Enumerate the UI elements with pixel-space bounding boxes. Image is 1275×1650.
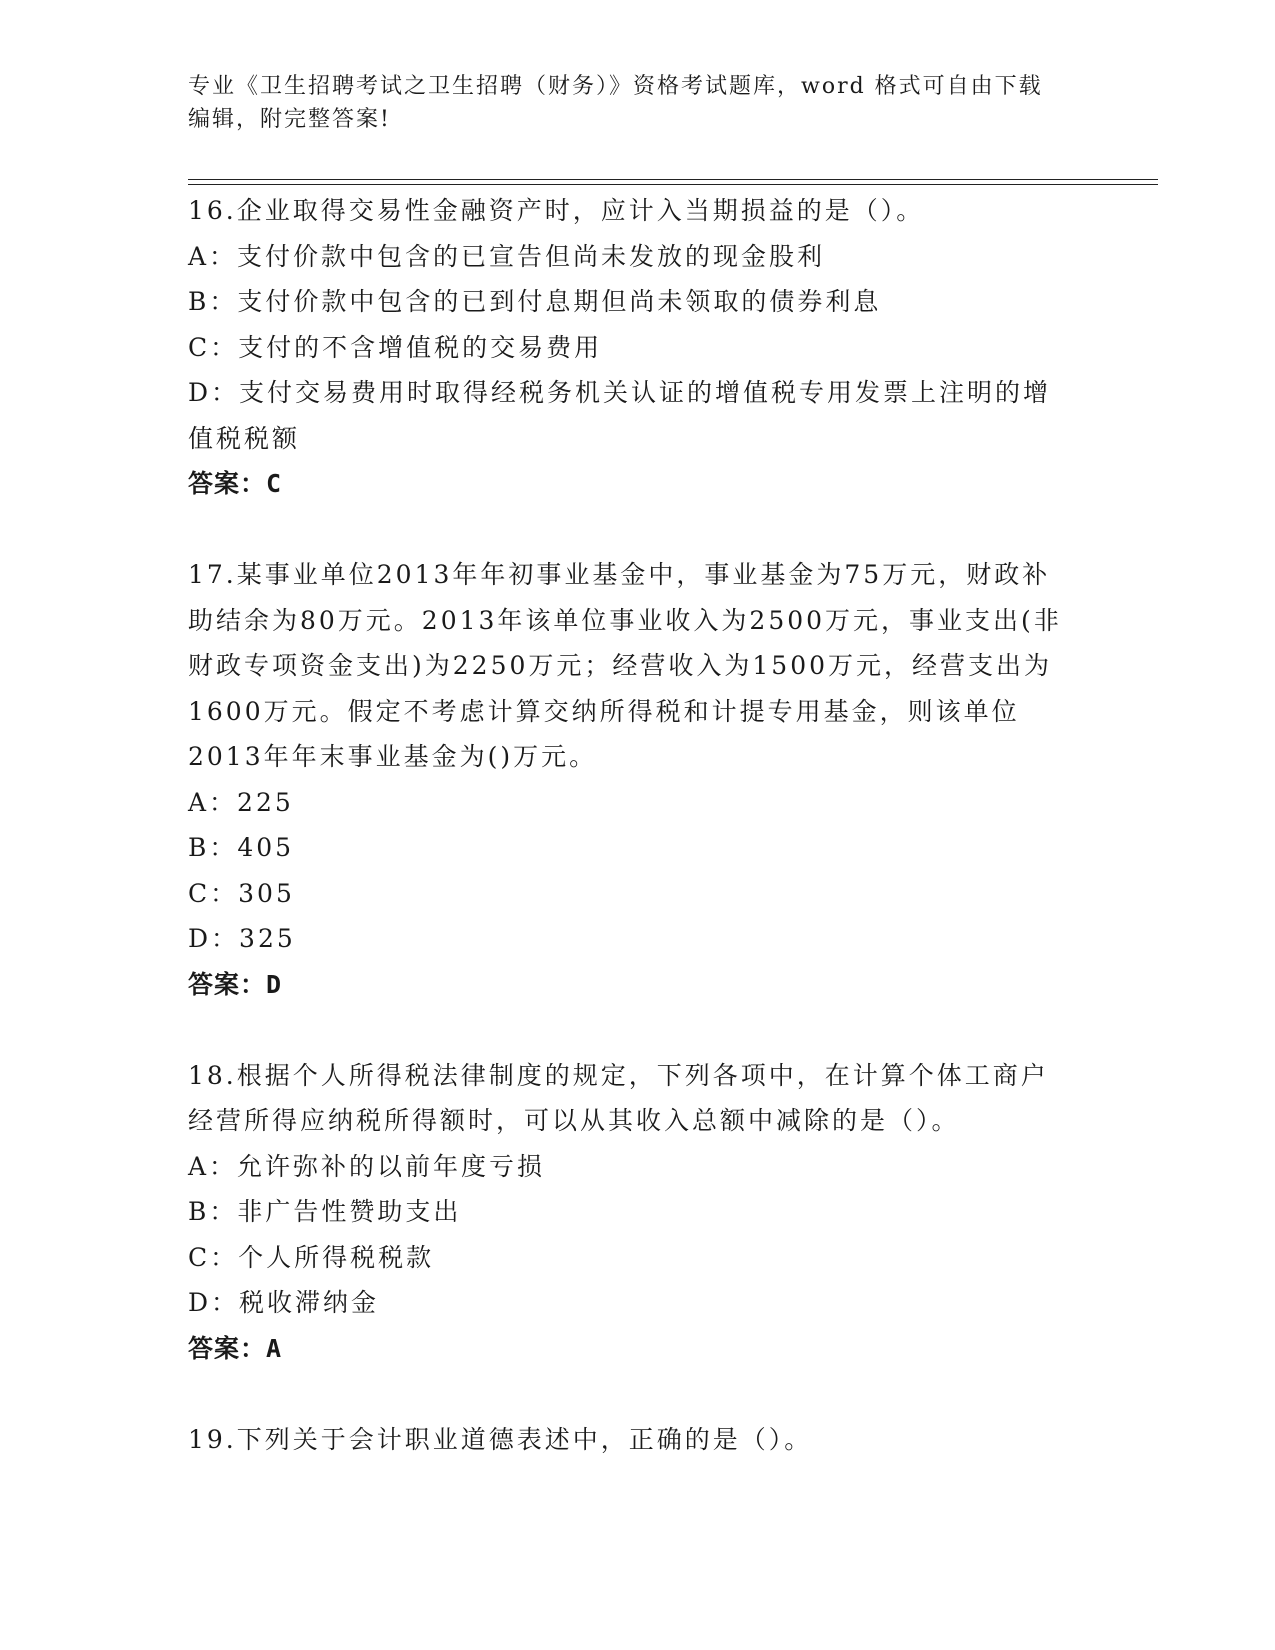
question-stem: 18.根据个人所得税法律制度的规定，下列各项中，在计算个体工商户 [188,1060,1049,1090]
option-d: D：支付交易费用时取得经税务机关认证的增值税专用发票上注明的增 [188,378,1052,407]
question-16 [188,188,1088,507]
question-stem-continued: 经营所得应纳税所得额时，可以从其收入总额中减除的是（）。 [188,1106,960,1135]
question-stem: 16.企业取得交易性金融资产时，应计入当期损益的是（）。 [188,196,925,225]
option-a: A：允许弥补的以前年度亏损 [188,1151,546,1181]
header-divider-top [188,179,1158,180]
option-b: B：非广告性赞助支出 [188,1197,462,1226]
question-stem-continued: 助结余为80万元。2013年该单位事业收入为2500万元，事业支出(非 [188,605,1062,635]
option-d: D：325 [188,924,296,953]
option-d: D：税收滞纳金 [188,1288,380,1317]
option-d-continued: 值税税额 [188,423,301,453]
option-a: A：支付价款中包含的已宣告但尚未发放的现金股利 [188,241,826,271]
answer: 答案：D [188,969,283,999]
question-19 [188,1417,1088,1463]
question-17 [188,552,1088,1007]
option-c: C：305 [188,878,295,908]
question-stem-continued: 1600万元。假定不考虑计算交纳所得税和计提专用基金，则该单位 [188,696,1020,726]
question-stem: 19.下列关于会计职业道德表述中，正确的是（）。 [188,1424,813,1454]
answer: 答案：C [188,469,283,498]
question-list [188,188,1088,1462]
question-spacer [188,1007,1088,1053]
question-stem-continued: 财政专项资金支出)为2250万元；经营收入为1500万元，经营支出为 [188,651,1053,680]
option-b: B：支付价款中包含的已到付息期但尚未领取的债券利息 [188,287,882,316]
header-divider-bottom [188,184,1158,185]
option-c: C：支付的不含增值税的交易费用 [188,332,603,362]
question-18 [188,1053,1088,1372]
question-stem: 17.某事业单位2013年年初事业基金中，事业基金为75万元，财政补 [188,560,1051,589]
question-stem-continued: 2013年年末事业基金为()万元。 [188,742,598,771]
option-c: C：个人所得税税款 [188,1242,435,1272]
answer: 答案：A [188,1333,283,1363]
header-line-1: 专业《卫生招聘考试之卫生招聘（财务）》资格考试题库，word 格式可自由下载 [188,74,1043,99]
option-b: B：405 [188,833,295,862]
question-spacer [188,1371,1088,1417]
document-header [188,70,1088,136]
option-a: A：225 [188,787,294,817]
question-spacer [188,507,1088,553]
header-line-2: 编辑，附完整答案! [188,107,391,132]
